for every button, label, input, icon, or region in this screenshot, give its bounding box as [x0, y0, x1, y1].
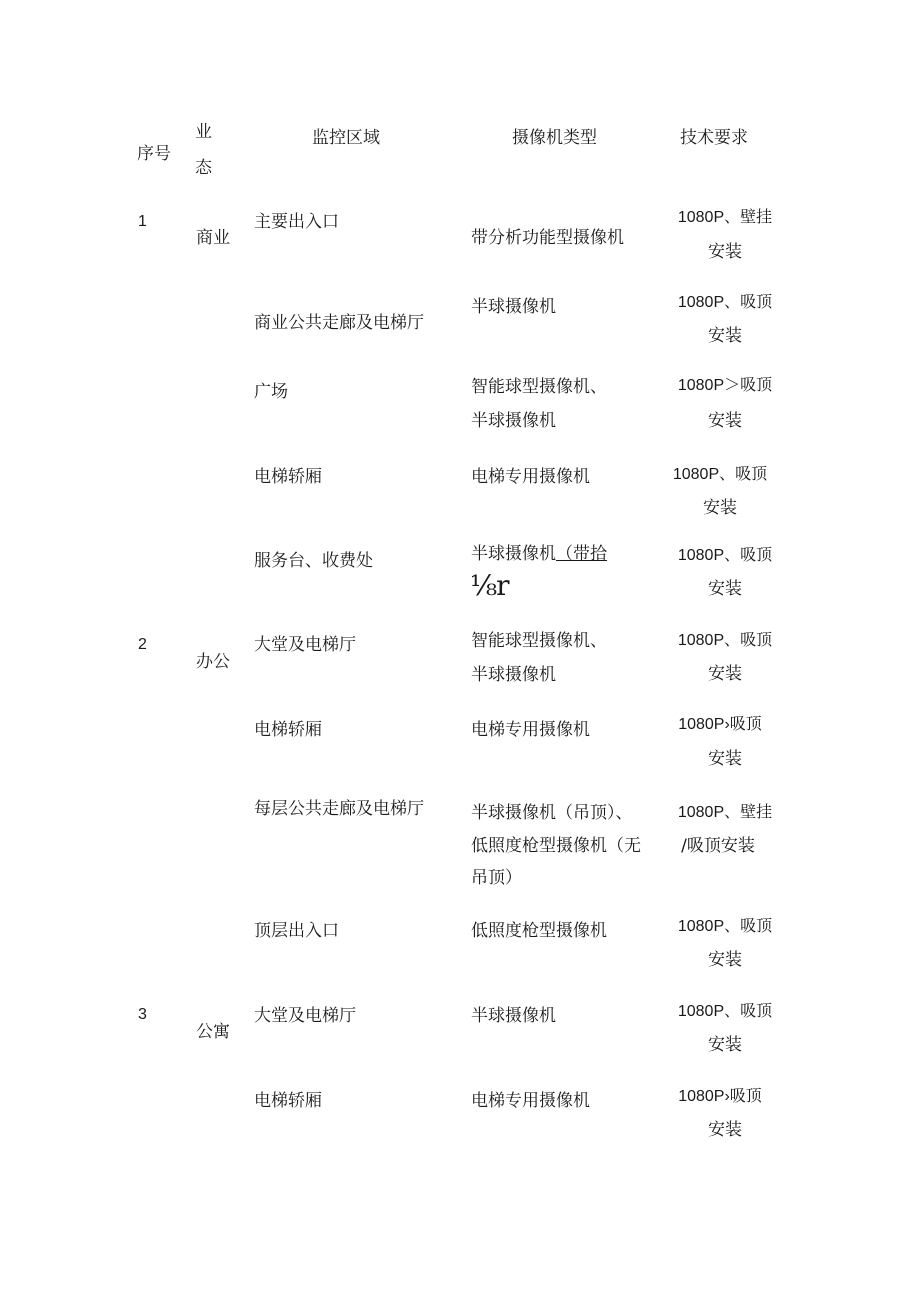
- row-req-line1: 1080P、吸顶: [677, 294, 773, 311]
- row-camera-text: 半球摄像机: [471, 544, 556, 564]
- row-req-line1: 1080P、吸顶: [677, 547, 773, 564]
- header-business-line2: 态: [195, 158, 212, 178]
- row-camera: 电梯专用摄像机: [471, 1091, 590, 1111]
- row-area: 商业公共走廊及电梯厅: [254, 313, 424, 333]
- row-camera-underlined: （带拾: [556, 544, 607, 564]
- group-index: 1: [138, 213, 147, 230]
- row-area: 电梯轿厢: [254, 467, 322, 487]
- row-req-line1: 1080P、吸顶: [677, 918, 773, 935]
- row-req-line1: 1080P、吸顶: [677, 1003, 773, 1020]
- row-camera: 半球摄像机: [471, 1006, 556, 1026]
- header-area: 监控区域: [312, 128, 380, 148]
- row-camera: 智能球型摄像机、: [471, 377, 607, 397]
- row-camera-line2: 低照度枪型摄像机（无: [471, 836, 641, 856]
- row-camera: 低照度枪型摄像机: [471, 921, 607, 941]
- row-req-line2: 安装: [708, 242, 742, 262]
- row-req-line2: 安装: [708, 749, 742, 769]
- row-area: 电梯轿厢: [254, 1091, 322, 1111]
- row-area: 顶层出入口: [254, 921, 339, 941]
- row-camera: 电梯专用摄像机: [471, 467, 590, 487]
- row-area: 广场: [254, 382, 288, 402]
- row-area: 大堂及电梯厅: [254, 635, 356, 655]
- row-req-line1: 1080P、壁挂: [677, 804, 773, 821]
- row-camera-line3: 吊顶）: [471, 868, 522, 888]
- row-camera-line2: 半球摄像机: [471, 665, 556, 685]
- row-req-line1: 1080P、吸顶: [672, 466, 768, 483]
- row-area: 大堂及电梯厅: [254, 1006, 356, 1026]
- row-area: 电梯轿厢: [254, 720, 322, 740]
- row-camera: 半球摄像机: [471, 297, 556, 317]
- row-req-line2: 安装: [708, 1120, 742, 1140]
- group-index: 2: [138, 636, 147, 653]
- row-camera: [471, 537, 607, 571]
- row-camera-line2: ⅛r: [470, 569, 509, 602]
- row-req-line2: 安装: [708, 411, 742, 431]
- row-req-line2: /吸顶安装: [681, 836, 755, 856]
- header-camera: 摄像机类型: [512, 128, 597, 148]
- header-index: 序号: [137, 144, 171, 164]
- row-req-line1: 1080P›吸顶: [678, 716, 762, 733]
- row-area: 每层公共走廊及电梯厅: [254, 799, 424, 819]
- row-req-line1: 1080P›吸顶: [678, 1088, 762, 1105]
- group-business: 公寓: [196, 1022, 230, 1042]
- header-req: 技术要求: [680, 128, 748, 148]
- row-camera: 带分析功能型摄像机: [471, 228, 624, 248]
- group-business: 办公: [196, 652, 230, 672]
- row-req-line1: 1080P、吸顶: [677, 632, 773, 649]
- group-business: 商业: [196, 228, 230, 248]
- row-camera: 电梯专用摄像机: [471, 720, 590, 740]
- row-req-line2: 安装: [703, 498, 737, 518]
- row-camera: 智能球型摄像机、: [471, 631, 607, 651]
- row-req-line1: 1080P＞吸顶: [677, 377, 773, 394]
- row-req-line2: 安装: [708, 664, 742, 684]
- row-area: 主要出入口: [254, 212, 339, 232]
- row-req-line2: 安装: [708, 579, 742, 599]
- row-req-line2: 安装: [708, 1035, 742, 1055]
- row-req-line2: 安装: [708, 950, 742, 970]
- row-camera-line2: 半球摄像机: [471, 411, 556, 431]
- row-req-line1: 1080P、壁挂: [677, 209, 773, 226]
- row-area: 服务台、收费处: [254, 551, 373, 571]
- row-camera: 半球摄像机（吊顶）、: [471, 803, 633, 823]
- row-req-line2: 安装: [708, 326, 742, 346]
- group-index: 3: [138, 1006, 147, 1023]
- header-business-line1: 业: [195, 122, 212, 142]
